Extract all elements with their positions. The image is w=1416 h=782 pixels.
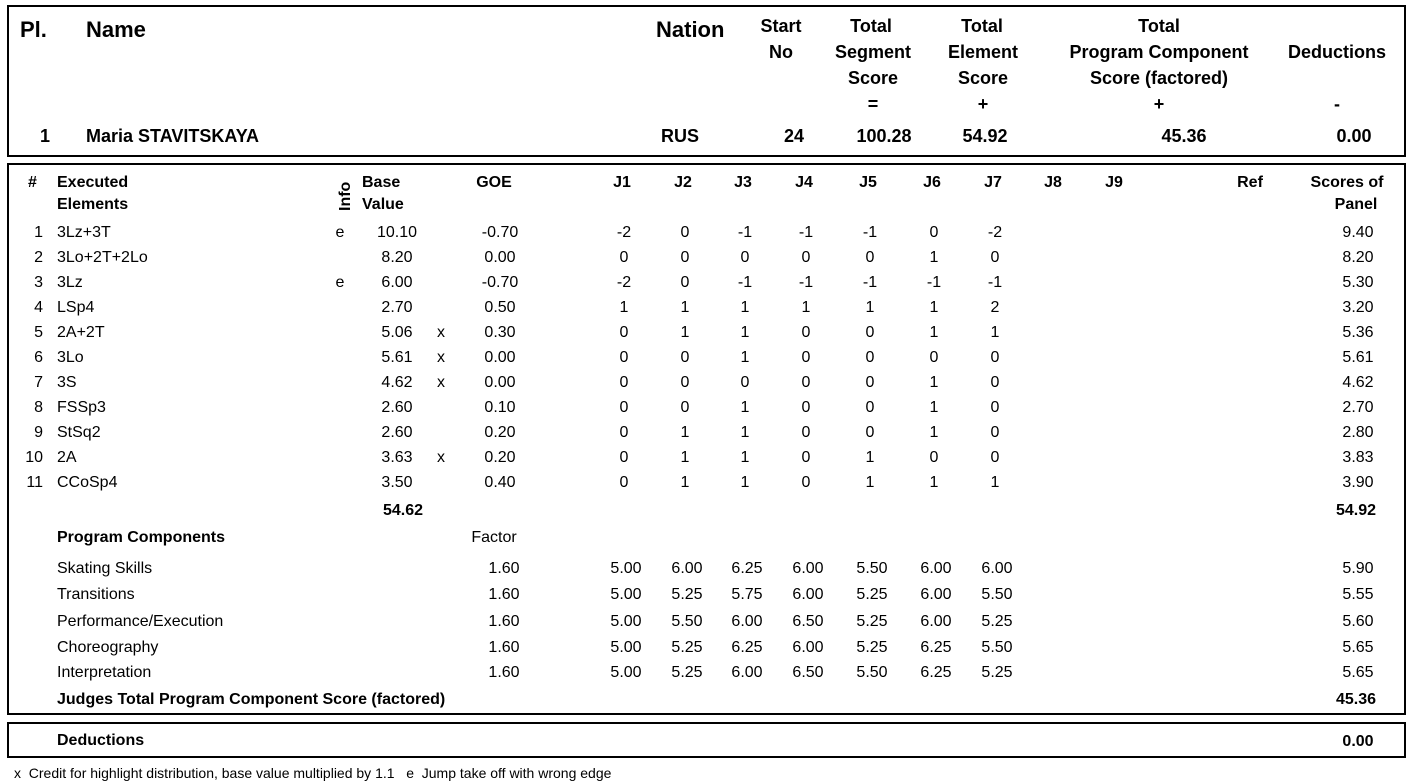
skater-total-element-score: 54.92 — [962, 126, 1008, 146]
element-judge-j6: 1 — [929, 299, 939, 316]
elements-header-panel-2: Panel — [1334, 196, 1378, 213]
component-judge-j2: 5.25 — [671, 664, 703, 681]
element-name: FSSp3 — [57, 399, 106, 416]
element-bonus-mark: x — [437, 449, 445, 466]
elements-header-ref: Ref — [1237, 174, 1263, 191]
component-judge-j5: 5.50 — [856, 560, 888, 577]
element-judge-j4: 0 — [801, 324, 811, 341]
element-number: 4 — [34, 299, 43, 316]
scores-box — [7, 163, 1406, 715]
component-judge-j4: 6.00 — [792, 639, 824, 656]
header-pcs-1: Total — [1138, 16, 1180, 36]
component-judge-j4: 6.50 — [792, 613, 824, 630]
element-judge-j2: 0 — [680, 374, 690, 391]
element-name: 2A+2T — [57, 324, 105, 341]
component-judge-j4: 6.00 — [792, 560, 824, 577]
elements-header-j4: J4 — [795, 174, 813, 191]
header-tss-1: Total — [850, 16, 892, 36]
elements-header-goe: GOE — [476, 174, 512, 191]
element-goe: 0.40 — [484, 474, 516, 491]
element-panel-score: 5.61 — [1342, 349, 1374, 366]
elements-header-j8: J8 — [1044, 174, 1062, 191]
element-judge-j4: 0 — [801, 449, 811, 466]
elements-total-base: 54.62 — [382, 502, 424, 519]
header-deductions-1: Deductions — [1287, 42, 1387, 62]
element-judge-j1: 0 — [619, 324, 629, 341]
component-judge-j5: 5.50 — [856, 664, 888, 681]
header-nation: Nation — [656, 17, 725, 42]
elements-header-j6: J6 — [923, 174, 941, 191]
footnote: x Credit for highlight distribution, base value multiplied by 1.1 e Jump take off with wrong edge — [14, 765, 612, 781]
element-judge-j2: 1 — [680, 299, 690, 316]
component-judge-j7: 5.25 — [981, 613, 1013, 630]
element-number: 7 — [34, 374, 43, 391]
element-judge-j1: 0 — [619, 399, 629, 416]
element-judge-j1: 0 — [619, 349, 629, 366]
element-judge-j7: 1 — [990, 474, 1000, 491]
element-judge-j3: 1 — [740, 474, 750, 491]
component-judge-j1: 5.00 — [610, 586, 642, 603]
element-name: 3Lz+3T — [57, 224, 111, 241]
element-judge-j2: 0 — [680, 399, 690, 416]
component-factor: 1.60 — [488, 664, 520, 681]
element-judge-j1: -2 — [616, 224, 632, 241]
skater-deductions: 0.00 — [1336, 126, 1372, 146]
element-panel-score: 2.70 — [1342, 399, 1374, 416]
component-panel-score: 5.55 — [1342, 586, 1374, 603]
component-judge-j1: 5.00 — [610, 613, 642, 630]
component-judge-j5: 5.25 — [856, 639, 888, 656]
element-judge-j1: 0 — [619, 449, 629, 466]
element-judge-j4: 0 — [801, 399, 811, 416]
component-factor: 1.60 — [488, 586, 520, 603]
element-judge-j4: 0 — [801, 349, 811, 366]
component-name: Skating Skills — [57, 560, 153, 577]
element-judge-j7: 0 — [990, 399, 1000, 416]
element-judge-j5: 0 — [865, 374, 875, 391]
element-bonus-mark: x — [437, 324, 445, 341]
element-judge-j6: -1 — [926, 274, 942, 291]
element-panel-score: 3.20 — [1342, 299, 1374, 316]
element-base-value: 3.63 — [381, 449, 413, 466]
component-judge-j6: 6.00 — [920, 586, 952, 603]
elements-header-executed-2: Elements — [57, 196, 129, 213]
element-name: 3Lz — [57, 274, 83, 291]
element-goe: -0.70 — [481, 274, 519, 291]
element-judge-j6: 0 — [929, 349, 939, 366]
component-judge-j3: 5.75 — [731, 586, 763, 603]
elements-header-executed-1: Executed — [57, 174, 129, 191]
element-judge-j7: 0 — [990, 424, 1000, 441]
component-judge-j7: 5.25 — [981, 664, 1013, 681]
element-judge-j7: 0 — [990, 374, 1000, 391]
elements-header-j1: J1 — [613, 174, 631, 191]
components-total-value: 45.36 — [1335, 691, 1377, 708]
element-judge-j3: 0 — [740, 249, 750, 266]
element-judge-j2: 1 — [680, 449, 690, 466]
element-base-value: 3.50 — [381, 474, 413, 491]
component-name: Performance/Execution — [57, 613, 224, 630]
component-factor: 1.60 — [488, 639, 520, 656]
header-pcs-3: Score (factored) — [1089, 68, 1229, 88]
element-goe: 0.20 — [484, 424, 516, 441]
skater-name: Maria STAVITSKAYA — [86, 126, 260, 146]
component-judge-j1: 5.00 — [610, 639, 642, 656]
component-panel-score: 5.90 — [1342, 560, 1374, 577]
element-info: e — [335, 224, 345, 241]
component-name: Transitions — [57, 586, 135, 603]
element-judge-j6: 1 — [929, 249, 939, 266]
header-tes-1: Total — [961, 16, 1003, 36]
skater-total-segment-score: 100.28 — [856, 126, 912, 146]
element-judge-j1: 0 — [619, 474, 629, 491]
element-judge-j3: 0 — [740, 374, 750, 391]
header-tss-4: = — [867, 94, 879, 114]
element-goe: 0.00 — [484, 349, 516, 366]
skater-start-no: 24 — [783, 126, 805, 146]
element-name: StSq2 — [57, 424, 101, 441]
header-tes-4: + — [977, 94, 989, 114]
component-judge-j1: 5.00 — [610, 560, 642, 577]
element-judge-j3: 1 — [740, 424, 750, 441]
element-judge-j7: 1 — [990, 324, 1000, 341]
component-judge-j6: 6.25 — [920, 639, 952, 656]
element-goe: 0.20 — [484, 449, 516, 466]
element-judge-j1: 0 — [619, 424, 629, 441]
component-judge-j2: 5.25 — [671, 586, 703, 603]
element-judge-j5: -1 — [862, 274, 878, 291]
header-name: Name — [86, 17, 146, 42]
element-judge-j3: 1 — [740, 349, 750, 366]
element-base-value: 2.60 — [381, 424, 413, 441]
element-bonus-mark: x — [437, 349, 445, 366]
element-number: 3 — [34, 274, 43, 291]
element-number: 11 — [26, 474, 43, 491]
element-base-value: 10.10 — [376, 224, 418, 241]
element-judge-j6: 0 — [929, 449, 939, 466]
element-judge-j4: -1 — [798, 224, 814, 241]
element-judge-j2: 0 — [680, 224, 690, 241]
element-name: CCoSp4 — [57, 474, 118, 491]
component-judge-j6: 6.00 — [920, 560, 952, 577]
component-factor: 1.60 — [488, 613, 520, 630]
element-judge-j3: 1 — [740, 299, 750, 316]
element-judge-j1: 1 — [619, 299, 629, 316]
element-judge-j4: 0 — [801, 424, 811, 441]
element-judge-j5: 0 — [865, 349, 875, 366]
element-name: LSp4 — [57, 299, 95, 316]
element-judge-j1: 0 — [619, 374, 629, 391]
element-name: 3Lo — [57, 349, 84, 366]
component-factor: 1.60 — [488, 560, 520, 577]
component-judge-j3: 6.25 — [731, 560, 763, 577]
element-judge-j2: 1 — [680, 424, 690, 441]
element-goe: 0.10 — [484, 399, 516, 416]
component-judge-j7: 6.00 — [981, 560, 1013, 577]
element-judge-j5: 0 — [865, 399, 875, 416]
component-judge-j7: 5.50 — [981, 586, 1013, 603]
element-judge-j6: 1 — [929, 324, 939, 341]
element-number: 5 — [34, 324, 43, 341]
element-judge-j5: 1 — [865, 474, 875, 491]
element-base-value: 2.60 — [381, 399, 413, 416]
element-base-value: 6.00 — [381, 274, 413, 291]
element-judge-j4: 0 — [801, 474, 811, 491]
elements-header-info: Info — [337, 181, 354, 211]
elements-header-j3: J3 — [734, 174, 752, 191]
element-number: 6 — [34, 349, 43, 366]
element-panel-score: 3.83 — [1342, 449, 1374, 466]
component-judge-j3: 6.25 — [731, 639, 763, 656]
component-judge-j3: 6.00 — [731, 613, 763, 630]
component-panel-score: 5.60 — [1342, 613, 1374, 630]
element-base-value: 8.20 — [381, 249, 413, 266]
element-judge-j5: 1 — [865, 299, 875, 316]
component-judge-j2: 6.00 — [671, 560, 703, 577]
element-number: 10 — [25, 449, 43, 466]
element-judge-j3: 1 — [740, 399, 750, 416]
component-judge-j6: 6.00 — [920, 613, 952, 630]
element-judge-j4: 1 — [801, 299, 811, 316]
element-base-value: 4.62 — [381, 374, 413, 391]
element-judge-j2: 0 — [680, 249, 690, 266]
components-factor-header: Factor — [471, 529, 517, 546]
elements-total-panel: 54.92 — [1335, 502, 1377, 519]
element-info: e — [335, 274, 345, 291]
header-tss-2: Segment — [834, 42, 912, 62]
element-judge-j2: 0 — [680, 349, 690, 366]
element-judge-j6: 0 — [929, 224, 939, 241]
component-judge-j4: 6.00 — [792, 586, 824, 603]
element-judge-j4: 0 — [801, 374, 811, 391]
element-goe: 0.00 — [484, 249, 516, 266]
header-tes-3: Score — [957, 68, 1009, 88]
element-goe: 0.00 — [484, 374, 516, 391]
element-base-value: 5.61 — [381, 349, 413, 366]
skater-place: 1 — [40, 126, 51, 146]
element-panel-score: 5.36 — [1342, 324, 1374, 341]
header-start-no-2: No — [769, 42, 793, 62]
header-pcs-4: + — [1153, 94, 1165, 114]
elements-header-base-1: Base — [362, 174, 401, 191]
element-name: 3Lo+2T+2Lo — [57, 249, 148, 266]
element-panel-score: 9.40 — [1342, 224, 1374, 241]
elements-header-j7: J7 — [984, 174, 1002, 191]
element-judge-j5: -1 — [862, 224, 878, 241]
component-judge-j5: 5.25 — [856, 613, 888, 630]
element-judge-j7: 2 — [990, 299, 1000, 316]
element-panel-score: 5.30 — [1342, 274, 1374, 291]
element-judge-j7: 0 — [990, 249, 1000, 266]
element-panel-score: 8.20 — [1342, 249, 1374, 266]
component-name: Interpretation — [57, 664, 152, 681]
elements-header-num: # — [28, 174, 37, 191]
deductions-box — [7, 722, 1406, 758]
element-goe: 0.50 — [484, 299, 516, 316]
element-judge-j1: -2 — [616, 274, 632, 291]
element-judge-j1: 0 — [619, 249, 629, 266]
component-name: Choreography — [57, 639, 159, 656]
header-start-no-1: Start — [760, 16, 802, 36]
element-judge-j5: 0 — [865, 249, 875, 266]
components-title: Program Components — [57, 529, 226, 546]
elements-header-j2: J2 — [674, 174, 692, 191]
component-judge-j5: 5.25 — [856, 586, 888, 603]
component-judge-j4: 6.50 — [792, 664, 824, 681]
component-panel-score: 5.65 — [1342, 639, 1374, 656]
component-judge-j7: 5.50 — [981, 639, 1013, 656]
element-number: 1 — [34, 224, 43, 241]
deductions-label: Deductions — [57, 732, 145, 749]
element-bonus-mark: x — [437, 374, 445, 391]
element-judge-j7: 0 — [990, 449, 1000, 466]
element-judge-j3: -1 — [737, 224, 753, 241]
element-judge-j5: 1 — [865, 449, 875, 466]
component-judge-j6: 6.25 — [920, 664, 952, 681]
element-judge-j6: 1 — [929, 374, 939, 391]
components-total-label: Judges Total Program Component Score (factored) — [57, 691, 446, 708]
elements-header-j9: J9 — [1105, 174, 1123, 191]
element-judge-j3: -1 — [737, 274, 753, 291]
element-judge-j6: 1 — [929, 424, 939, 441]
skater-total-pcs: 45.36 — [1161, 126, 1207, 146]
element-judge-j2: 0 — [680, 274, 690, 291]
header-deductions-2: - — [1334, 94, 1340, 114]
element-judge-j7: 0 — [990, 349, 1000, 366]
component-panel-score: 5.65 — [1342, 664, 1374, 681]
component-judge-j3: 6.00 — [731, 664, 763, 681]
element-number: 9 — [34, 424, 43, 441]
header-place: Pl. — [20, 17, 47, 42]
element-judge-j5: 0 — [865, 324, 875, 341]
element-judge-j2: 1 — [680, 324, 690, 341]
skater-nation: RUS — [660, 126, 700, 146]
header-tes-2: Element — [947, 42, 1019, 62]
elements-header-base-2: Value — [362, 196, 404, 213]
element-name: 3S — [57, 374, 77, 391]
element-name: 2A — [57, 449, 77, 466]
element-judge-j6: 1 — [929, 399, 939, 416]
element-panel-score: 3.90 — [1342, 474, 1374, 491]
element-judge-j4: -1 — [798, 274, 814, 291]
element-base-value: 2.70 — [381, 299, 413, 316]
element-judge-j4: 0 — [801, 249, 811, 266]
deductions-value: 0.00 — [1342, 733, 1374, 750]
element-number: 2 — [34, 249, 43, 266]
header-pcs-2: Program Component — [1069, 42, 1249, 62]
elements-header-j5: J5 — [859, 174, 877, 191]
element-number: 8 — [34, 399, 43, 416]
element-judge-j7: -1 — [987, 274, 1003, 291]
elements-header-panel-1: Scores of — [1310, 174, 1384, 191]
element-panel-score: 2.80 — [1342, 424, 1374, 441]
element-judge-j5: 0 — [865, 424, 875, 441]
header-tss-3: Score — [847, 68, 899, 88]
element-judge-j6: 1 — [929, 474, 939, 491]
component-judge-j1: 5.00 — [610, 664, 642, 681]
component-judge-j2: 5.50 — [671, 613, 703, 630]
element-base-value: 5.06 — [381, 324, 413, 341]
element-judge-j7: -2 — [987, 224, 1003, 241]
element-judge-j3: 1 — [740, 324, 750, 341]
element-panel-score: 4.62 — [1342, 374, 1374, 391]
element-judge-j3: 1 — [740, 449, 750, 466]
element-goe: 0.30 — [484, 324, 516, 341]
element-goe: -0.70 — [481, 224, 519, 241]
component-judge-j2: 5.25 — [671, 639, 703, 656]
element-judge-j2: 1 — [680, 474, 690, 491]
